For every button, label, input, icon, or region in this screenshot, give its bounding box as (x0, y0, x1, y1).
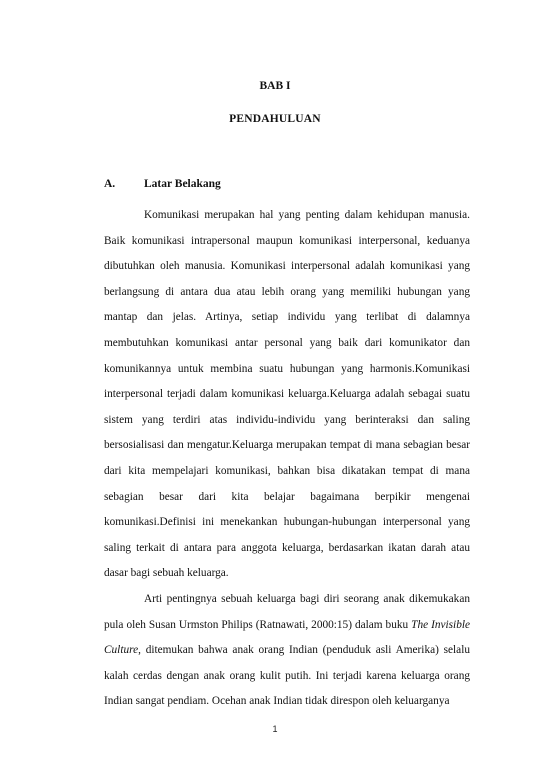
section-title: Latar Belakang (144, 178, 221, 190)
paragraph-2 (104, 587, 470, 715)
chapter-title: PENDAHULUAN (229, 113, 321, 125)
paragraph-2-part-1: Arti pentingnya sebuah keluarga bagi diri seorang anak dikemukakan pula oleh Susan Urmston Philips (Ratnawati, 2000:15) dalam buku (104, 592, 470, 631)
body-text (104, 203, 470, 715)
section-heading (104, 178, 221, 190)
page-number: 1 (272, 724, 278, 734)
book-title: The Invisible Culture (104, 618, 470, 657)
paragraph-1: Komunikasi merupakan hal yang penting dalam kehidupan manusia. Baik komunikasi intrapersonal maupun komunikasi interpersonal, keduanya dibutuhkan oleh manusia. Komunikasi interpersonal adalah komunikasi yang berlangsung di antara dua atau lebih orang yang memiliki hubungan yang mantap dan jelas. Artinya, setiap individu yang terlibat di dalamnya membutuhkan komunikasi antar personal yang baik dari komunikator dan komunikannya untuk membina suatu hubungan yang harmonis.Komunikasi interpersonal terjadi dalam komunikasi keluarga.Keluarga adalah sebagai suatu sistem yang terdiri atas individu-individu yang berinteraksi dan saling bersosialisasi dan mengatur.Keluarga merupakan tempat di mana sebagian besar dari kita mempelajari komunikasi, bahkan bisa dikatakan tempat di mana sebagian besar dari kita belajar bagaimana berpikir mengenai komunikasi.Definisi ini menekankan hubungan-hubungan interpersonal yang saling terkait di antara para anggota keluarga, berdasarkan ikatan darah atau dasar bagi sebuah keluarga. (104, 209, 470, 580)
chapter-number: BAB I (259, 80, 291, 92)
section-number: A. (104, 178, 116, 190)
paragraph-2-part-2: , ditemukan bahwa anak orang Indian (penduduk asli Amerika) selalu kalah cerdas dengan anak orang kulit putih. Ini terjadi karena keluarga orang Indian sangat pendiam. Ocehan anak Indian tidak direspon oleh keluarganya (104, 644, 470, 708)
